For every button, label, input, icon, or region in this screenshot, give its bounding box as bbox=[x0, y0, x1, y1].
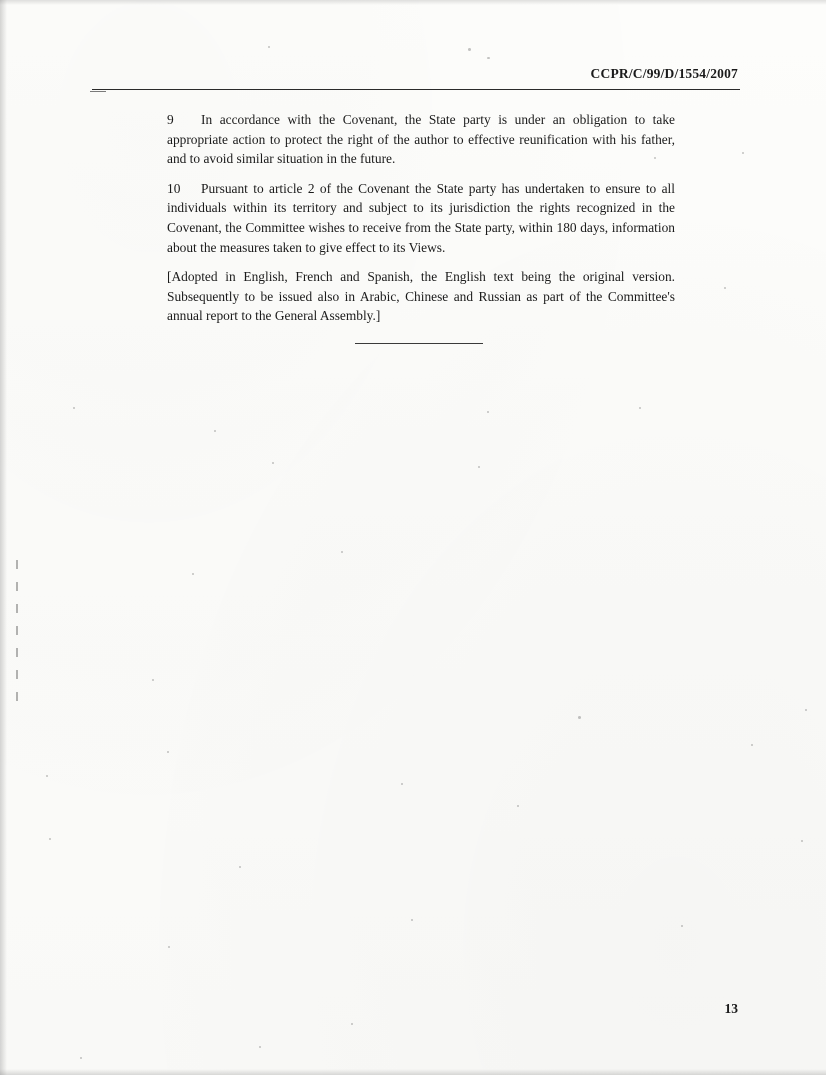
header-divider bbox=[92, 89, 740, 90]
section-divider bbox=[355, 343, 483, 344]
paragraph-9 bbox=[167, 110, 675, 169]
scan-speck bbox=[152, 679, 154, 681]
paragraph-10-number: 10 bbox=[167, 180, 181, 196]
paragraph-9-text: In accordance with the Covenant, the State party is under an obligation to take appropriate action to protect the right of the author to effective reunification with his father, and to avoid similar situation in the future. bbox=[167, 112, 675, 167]
scan-speck bbox=[751, 744, 753, 746]
paragraph-9-number: 9 bbox=[167, 112, 174, 127]
scan-speck bbox=[578, 716, 581, 719]
closing-note: [Adopted in English, French and Spanish, the English text being the original version. Subsequently to be issued also in Arabic, Chinese and Russian as part of the Committee's annual report to the General Assembly.] bbox=[167, 269, 675, 324]
scan-speck bbox=[742, 152, 744, 154]
scan-speck bbox=[351, 1023, 353, 1025]
paragraph-10-text: Pursuant to article 2 of the Covenant the State party has undertaken to ensure to all individuals within its territory and subject to its jurisdiction the rights recognized in the Covenant, the Committee wishes to receive from the State party, within 180 days, information about the measures taken to give effect to its Views. bbox=[167, 180, 675, 255]
scan-speck bbox=[192, 573, 194, 575]
scan-speck bbox=[268, 46, 270, 48]
scan-edge-bottom bbox=[0, 1069, 826, 1075]
scan-speck bbox=[517, 805, 519, 807]
scan-speck bbox=[239, 866, 241, 868]
scan-speck bbox=[46, 775, 48, 777]
scan-speck bbox=[681, 925, 683, 927]
scan-edge-top bbox=[0, 0, 826, 5]
scan-speck bbox=[801, 840, 803, 842]
scan-speck bbox=[487, 411, 489, 413]
scan-speck bbox=[272, 462, 274, 464]
scan-speck bbox=[401, 783, 403, 785]
document-symbol: CCPR/C/99/D/1554/2007 bbox=[590, 66, 738, 81]
scan-speck bbox=[478, 466, 480, 468]
scan-speck bbox=[724, 287, 726, 289]
scan-speck bbox=[168, 946, 170, 948]
scan-speck bbox=[487, 57, 490, 59]
scan-speck bbox=[341, 551, 343, 553]
scan-speck bbox=[73, 407, 75, 409]
scan-speck bbox=[167, 751, 169, 753]
scan-speck bbox=[805, 709, 807, 711]
page-number: 13 bbox=[724, 1001, 738, 1016]
document-body bbox=[167, 110, 675, 336]
scan-speck bbox=[411, 919, 413, 921]
scan-speck bbox=[80, 1057, 82, 1059]
margin-punch-marks bbox=[16, 560, 18, 710]
scan-speck bbox=[214, 430, 216, 432]
paragraph-10 bbox=[167, 179, 675, 257]
scan-edge-left bbox=[0, 0, 7, 1075]
scan-speck bbox=[639, 407, 641, 409]
scan-speck bbox=[468, 48, 471, 51]
scan-speck bbox=[259, 1046, 261, 1048]
scan-speck bbox=[49, 838, 51, 840]
scan-speck bbox=[654, 157, 656, 159]
